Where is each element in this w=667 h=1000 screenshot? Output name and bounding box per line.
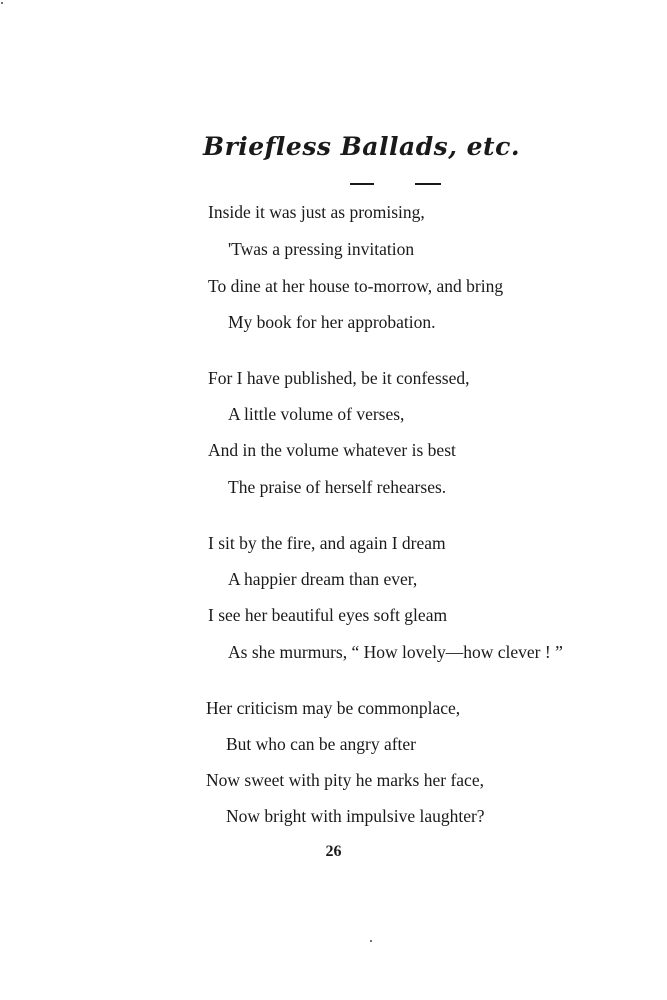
poem-line: As she murmurs, “ How lovely—how clever ! ” — [228, 642, 563, 662]
title-rule-right — [415, 183, 441, 185]
poem-line: A happier dream than ever, — [228, 569, 418, 589]
scan-speck — [370, 940, 372, 942]
poem-line: My book for her approbation. — [228, 312, 436, 332]
page-title: Briefless Ballads, etc. — [202, 132, 521, 161]
title-rule-left — [350, 183, 374, 185]
poem-line: And in the volume whatever is best — [208, 440, 456, 460]
poem-line: But who can be angry after — [226, 734, 416, 754]
poem-line: For I have published, be it confessed, — [208, 368, 470, 388]
poem-line: A little volume of verses, — [228, 404, 405, 424]
poem-line: Now bright with impulsive laughter? — [226, 806, 485, 826]
scan-speck — [1, 2, 3, 4]
poem-line: I see her beautiful eyes soft gleam — [208, 605, 448, 625]
poem-line: To dine at her house to-morrow, and bring — [208, 276, 504, 296]
page-number: 26 — [325, 843, 342, 860]
poem-line: Inside it was just as promising, — [208, 202, 425, 222]
poem-line: The praise of herself rehearses. — [228, 477, 447, 497]
poem-line: Her criticism may be commonplace, — [206, 698, 461, 718]
poem-line: 'Twas a pressing invitation — [228, 239, 415, 259]
poem-line: I sit by the fire, and again I dream — [208, 533, 446, 553]
poem-line: Now sweet with pity he marks her face, — [206, 770, 484, 790]
